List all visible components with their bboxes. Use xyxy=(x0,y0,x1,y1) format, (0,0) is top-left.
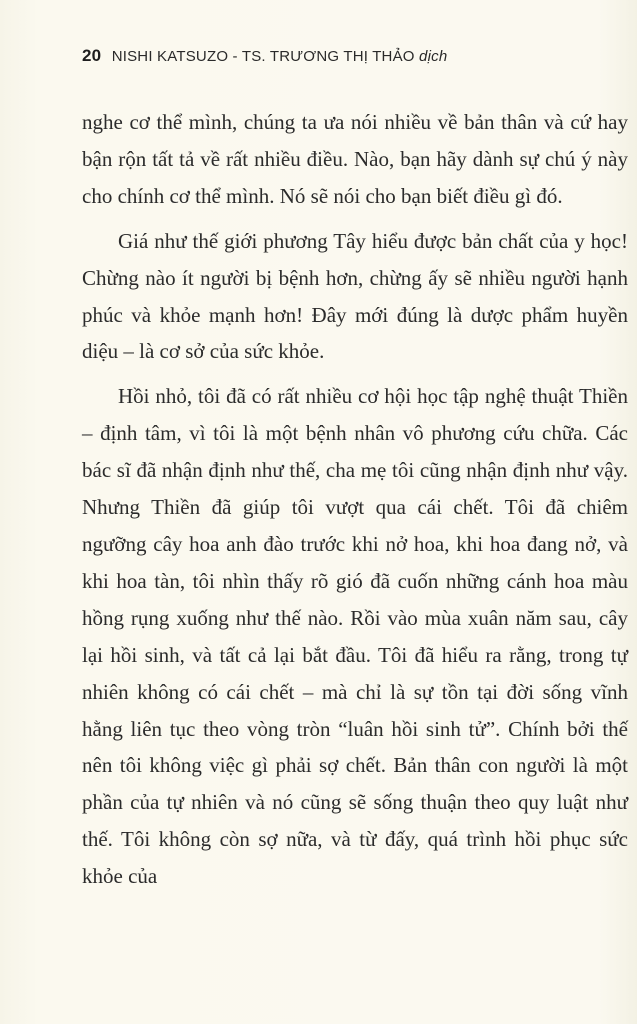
translator-note: dịch xyxy=(419,48,448,65)
paragraph: Giá như thế giới phương Tây hiểu được bản chất của y học! Chừng nào ít người bị bệnh hơn, chừng ấy sẽ nhiều người hạnh phúc và khỏe mạnh hơn! Đây mới đúng là dược phẩm huyền diệu – là cơ sở của sức khỏe. xyxy=(82,228,628,364)
paragraph: Hồi nhỏ, tôi đã có rất nhiều cơ hội học tập nghệ thuật Thiền – định tâm, vì tôi là một bệnh nhân vô phương cứu chữa. Các bác sĩ đã nhận định như thế, cha mẹ tôi cũng nhận định như vậy. Nhưng Thiền đã giúp tôi vượt qua cái chết. Tôi đã chiêm ngưỡng cây hoa anh đào trước khi nở hoa, khi hoa đang nở, và khi hoa tàn, tôi nhìn thấy rõ gió đã cuốn những cánh hoa màu hồng rụng xuống như thế nào. Rồi vào mùa xuân năm sau, cây lại hồi sinh, và tất cả lại bắt đầu. Tôi đã hiểu ra rằng, trong tự nhiên không có cái chết – mà chỉ là sự tồn tại đời sống vĩnh hằng liên tục theo vòng tròn “luân hồi sinh tử”. Chính bởi thế nên tôi không việc gì phải sợ chết. Bản thân con người là một phần của tự nhiên và nó cũng sẽ sống thuận theo quy luật như thế. Tôi không còn sợ nữa, và từ đấy, quá trình hồi phục sức khỏe của xyxy=(82,384,628,889)
running-header xyxy=(82,46,602,66)
paragraph-continued: nghe cơ thể mình, chúng ta ưa nói nhiều về bản thân và cứ hay bận rộn tất tả về rất nhiều điều. Nào, bạn hãy dành sự chú ý này cho chính cơ thể mình. Nó sẽ nói cho bạn biết điều gì đó. xyxy=(82,110,628,208)
page-number: 20 xyxy=(82,46,102,65)
running-title: NISHI KATSUZO - TS. TRƯƠNG THỊ THẢO xyxy=(111,48,415,65)
body-text xyxy=(82,104,628,895)
